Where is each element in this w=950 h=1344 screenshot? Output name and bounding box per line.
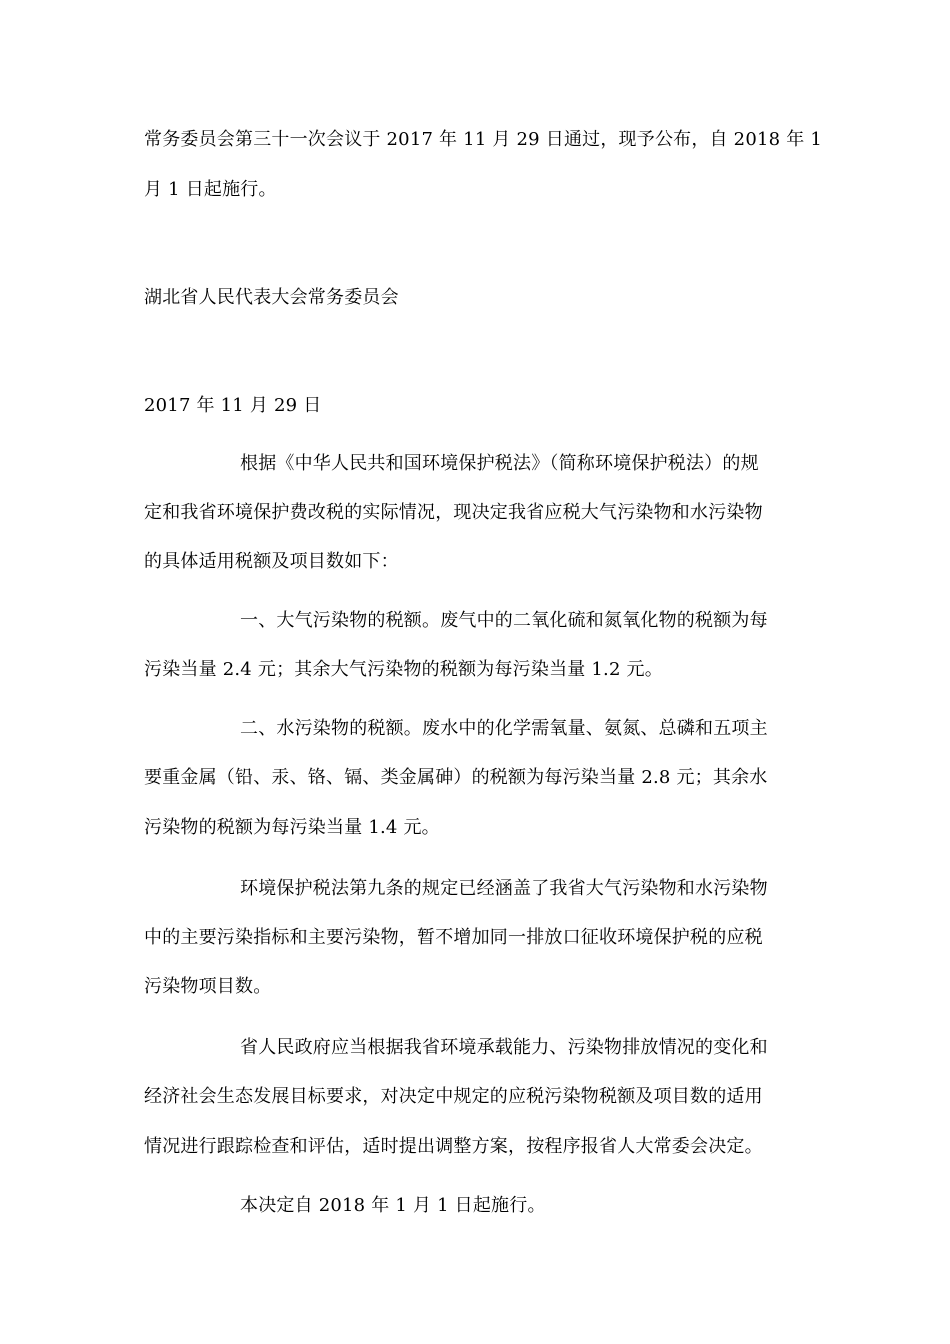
- paragraph-3-line-1: 二、水污染物的税额。废水中的化学需氧量、氨氮、总磷和五项主: [240, 718, 768, 739]
- paragraph-4-line-1: 环境保护税法第九条的规定已经涵盖了我省大气污染物和水污染物: [240, 878, 768, 899]
- paragraph-4-line-2: 中的主要污染指标和主要污染物，暂不增加同一排放口征收环境保护税的应税: [144, 927, 763, 948]
- paragraph-2-line-2: 污染当量 2.4 元；其余大气污染物的税额为每污染当量 1.2 元。: [144, 659, 663, 680]
- paragraph-1-line-3: 的具体适用税额及项目数如下：: [144, 551, 399, 572]
- issue-date: 2017 年 11 月 29 日: [144, 395, 322, 416]
- intro-line-2: 月 1 日起施行。: [144, 179, 277, 200]
- paragraph-5-line-2: 经济社会生态发展目标要求，对决定中规定的应税污染物税额及项目数的适用: [144, 1086, 763, 1107]
- paragraph-1-line-1: 根据《中华人民共和国环境保护税法》（简称环境保护税法）的规: [240, 453, 759, 474]
- paragraph-2-line-1: 一、大气污染物的税额。废气中的二氧化硫和氮氧化物的税额为每: [240, 610, 768, 631]
- paragraph-4-line-3: 污染物项目数。: [144, 976, 272, 997]
- paragraph-5-line-3: 情况进行跟踪检查和评估，适时提出调整方案，按程序报省人大常委会决定。: [144, 1136, 763, 1157]
- issuer: 湖北省人民代表大会常务委员会: [144, 287, 399, 308]
- paragraph-5-line-1: 省人民政府应当根据我省环境承载能力、污染物排放情况的变化和: [240, 1037, 768, 1058]
- paragraph-3-line-3: 污染物的税额为每污染当量 1.4 元。: [144, 817, 440, 838]
- paragraph-1-line-2: 定和我省环境保护费改税的实际情况，现决定我省应税大气污染物和水污染物: [144, 502, 763, 523]
- paragraph-3-line-2: 要重金属（铅、汞、铬、镉、类金属砷）的税额为每污染当量 2.8 元；其余水: [144, 767, 768, 788]
- intro-line-1: 常务委员会第三十一次会议于 2017 年 11 月 29 日通过，现予公布，自 2018 年 1: [144, 129, 822, 150]
- paragraph-6-line-1: 本决定自 2018 年 1 月 1 日起施行。: [240, 1195, 546, 1216]
